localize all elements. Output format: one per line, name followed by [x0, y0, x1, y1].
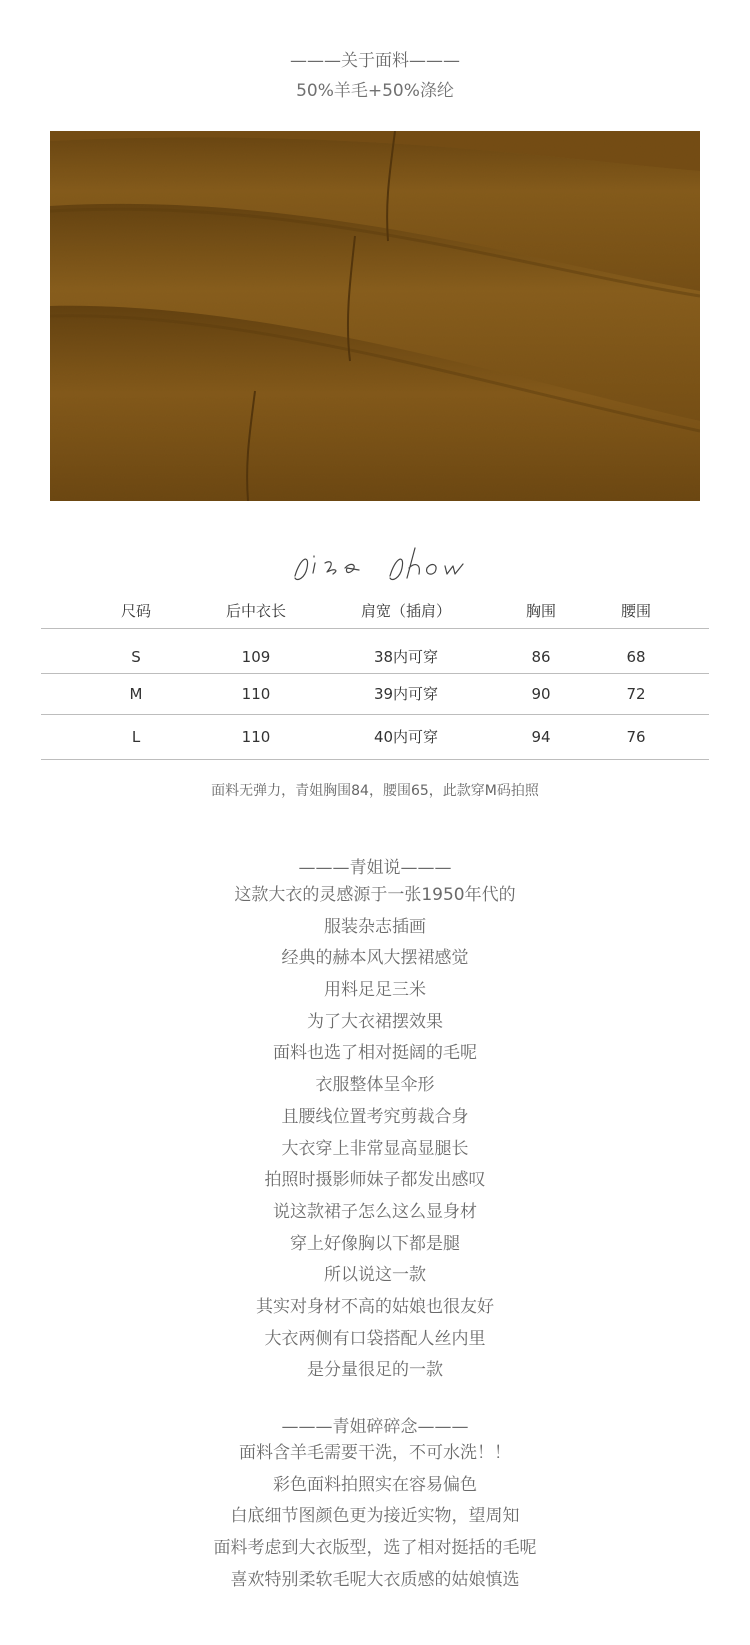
care-note-line: 白底细节图颜色更为接近实物，望周知 [230, 1506, 520, 1527]
story-line: 大衣穿上非常显高显腿长 [281, 1138, 469, 1159]
story-line: 为了大衣裙摆效果 [307, 1011, 443, 1032]
care-note-line: 彩色面料拍照实在容易偏色 [273, 1474, 477, 1495]
story-line: 服装杂志插画 [324, 916, 426, 937]
size-note: 面料无弹力，青姐胸围84，腰围65，此款穿M码拍照 [211, 783, 539, 799]
story-line: 衣服整体呈伞形 [315, 1075, 435, 1096]
shoulder-cell: 39内可穿 [373, 685, 439, 703]
header-size: 尺码 [120, 602, 151, 620]
bust-cell: 86 [531, 648, 551, 666]
waist-cell: 68 [626, 648, 646, 666]
table-row [41, 715, 709, 760]
qingjie-says-lines [0, 880, 750, 1387]
story-line: 经典的赫本风大摆裙感觉 [281, 948, 469, 969]
header-bust: 胸围 [525, 602, 556, 620]
bust-cell: 94 [531, 728, 551, 746]
care-note-line: 面料含羊毛需要干洗，不可水洗！！ [239, 1443, 511, 1463]
fabric-composition: 50%羊毛+50%涤纶 [296, 81, 454, 101]
story-line: 所以说这一款 [324, 1265, 426, 1286]
fabric-texture-photo [50, 131, 700, 501]
story-line: 这款大衣的灵感源于一张1950年代的 [234, 885, 516, 905]
size-table [41, 598, 709, 760]
header-shoulder: 肩宽（插肩） [360, 602, 451, 620]
size-cell: M [129, 685, 143, 703]
back-length-cell: 110 [241, 685, 271, 703]
qingjie-says-heading: ———青姐说——— [298, 858, 452, 878]
shoulder-cell: 40内可穿 [373, 728, 439, 746]
care-note-line: 喜欢特别柔软毛呢大衣质感的姑娘慎选 [230, 1569, 520, 1590]
story-line: 大衣两侧有口袋搭配人丝内里 [264, 1328, 486, 1349]
table-row [41, 674, 709, 715]
qingjie-notes-heading: ———青姐碎碎念——— [281, 1417, 469, 1437]
care-note-line: 面料考虑到大衣版型，选了相对挺括的毛呢 [213, 1538, 537, 1559]
story-line: 且腰线位置考究剪裁合身 [281, 1106, 469, 1127]
story-line: 用料足足三米 [324, 980, 426, 1001]
back-length-cell: 109 [241, 648, 271, 666]
waist-cell: 76 [626, 728, 646, 746]
story-line: 拍照时摄影师妹子都发出感叹 [264, 1170, 486, 1191]
story-line: 说这款裙子怎么这么显身材 [273, 1201, 477, 1222]
qingjie-notes-lines [0, 1438, 750, 1596]
bust-cell: 90 [531, 685, 551, 703]
header-waist: 腰围 [620, 602, 651, 620]
back-length-cell: 110 [241, 728, 271, 746]
waist-cell: 72 [626, 685, 646, 703]
size-cell: S [131, 648, 141, 666]
story-line: 穿上好像胸以下都是腿 [290, 1233, 460, 1254]
story-line: 其实对身材不高的姑娘也很友好 [256, 1296, 494, 1317]
shoulder-cell: 38内可穿 [373, 648, 439, 666]
size-cell: L [131, 728, 141, 746]
table-row [41, 629, 709, 674]
story-line: 面料也选了相对挺阔的毛呢 [273, 1043, 477, 1064]
size-show-title [0, 538, 750, 588]
fabric-heading: ———关于面料——— [290, 51, 460, 71]
story-line: 是分量很足的一款 [307, 1360, 443, 1381]
header-back-length: 后中衣长 [225, 602, 286, 620]
size-table-header [41, 598, 709, 629]
